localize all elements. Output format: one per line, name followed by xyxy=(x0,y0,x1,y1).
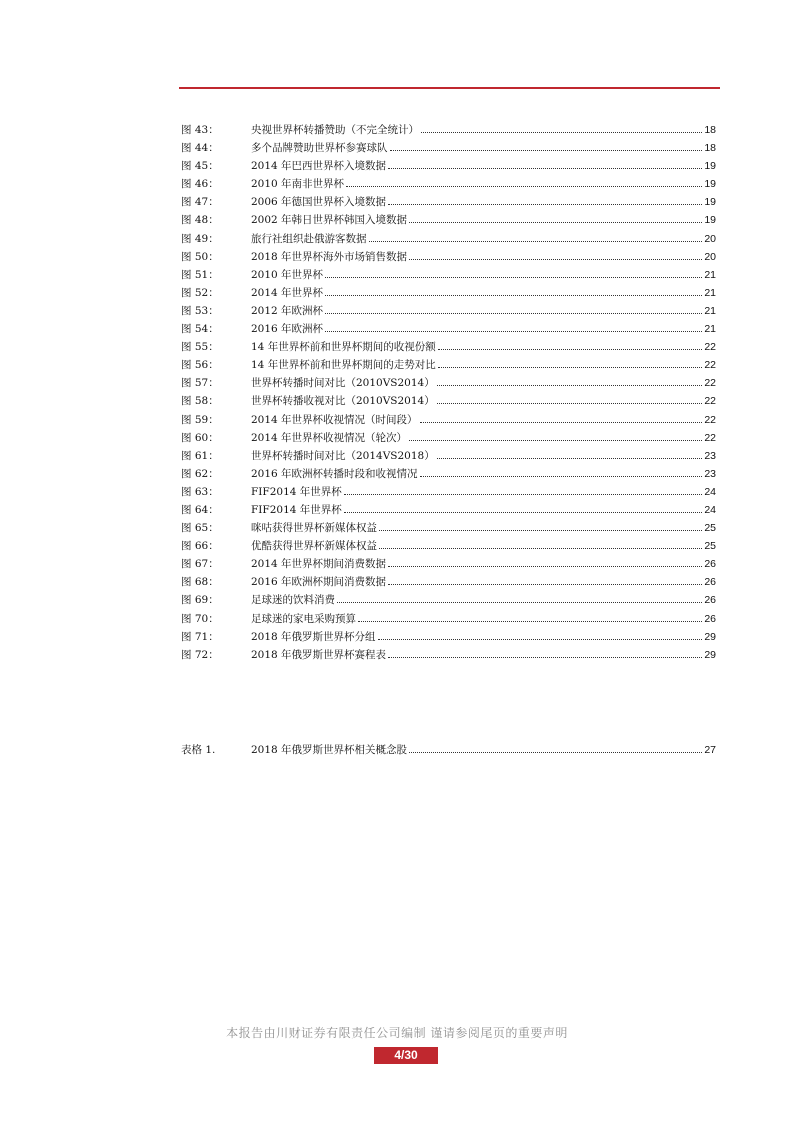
entry-title: 2018 年世界杯海外市场销售数据 xyxy=(251,250,408,263)
toc-figure-entry[interactable] xyxy=(181,248,716,266)
leader-dots xyxy=(325,331,702,332)
leader-dots xyxy=(369,241,703,242)
entry-title: 2018 年俄罗斯世界杯相关概念股 xyxy=(251,744,408,756)
entry-label: 图 50： xyxy=(181,250,219,263)
toc-figure-entry[interactable] xyxy=(181,139,716,157)
figure-list xyxy=(181,121,716,664)
toc-figure-entry[interactable] xyxy=(181,392,716,410)
toc-table-entry[interactable] xyxy=(181,741,716,759)
entry-page: 22 xyxy=(704,395,716,408)
entry-title: 足球迷的饮料消费 xyxy=(251,594,335,607)
entry-page: 19 xyxy=(704,178,716,191)
toc-figure-entry[interactable] xyxy=(181,591,716,609)
entry-title: 2014 年世界杯期间消费数据 xyxy=(251,558,387,571)
entry-page: 29 xyxy=(704,630,716,643)
entry-label: 图 54： xyxy=(181,323,219,336)
leader-dots xyxy=(358,621,702,622)
entry-label: 图 71： xyxy=(181,630,219,643)
entry-label: 图 68： xyxy=(181,576,219,589)
toc-figure-entry[interactable] xyxy=(181,284,716,302)
entry-label: 图 61： xyxy=(181,449,219,462)
entry-label: 图 64： xyxy=(181,503,219,516)
entry-title: 咪咕获得世界杯新媒体权益 xyxy=(251,522,377,535)
entry-page: 20 xyxy=(704,232,716,245)
entry-label: 图 56： xyxy=(181,359,219,372)
entry-page: 24 xyxy=(704,503,716,516)
entry-label: 图 48： xyxy=(181,214,219,227)
toc-figure-entry[interactable] xyxy=(181,555,716,573)
entry-title: FIF2014 年世界杯 xyxy=(251,503,342,516)
entry-title: 2006 年德国世界杯入境数据 xyxy=(251,196,387,209)
leader-dots xyxy=(344,494,703,495)
leader-dots xyxy=(388,584,702,585)
leader-dots xyxy=(378,639,703,640)
entry-title: 2018 年俄罗斯世界杯赛程表 xyxy=(251,648,387,661)
leader-dots xyxy=(388,657,702,658)
entry-page: 26 xyxy=(704,612,716,625)
entry-page: 21 xyxy=(704,268,716,281)
entry-title: 多个品牌赞助世界杯参赛球队 xyxy=(251,142,388,155)
toc-figure-entry[interactable] xyxy=(181,429,716,447)
toc-figure-entry[interactable] xyxy=(181,465,716,483)
entry-page: 22 xyxy=(704,413,716,426)
entry-page: 24 xyxy=(704,485,716,498)
toc-figure-entry[interactable] xyxy=(181,302,716,320)
leader-dots xyxy=(438,349,703,350)
toc-figure-entry[interactable] xyxy=(181,374,716,392)
entry-label: 图 52： xyxy=(181,286,219,299)
toc-figure-entry[interactable] xyxy=(181,411,716,429)
entry-label: 图 63： xyxy=(181,485,219,498)
entry-title: 2010 年南非世界杯 xyxy=(251,178,345,191)
leader-dots xyxy=(409,259,702,260)
entry-label: 图 46： xyxy=(181,178,219,191)
leader-dots xyxy=(344,512,703,513)
entry-title: 2014 年巴西世界杯入境数据 xyxy=(251,160,387,173)
entry-label: 图 67： xyxy=(181,558,219,571)
leader-dots xyxy=(438,367,703,368)
leader-dots xyxy=(325,295,702,296)
leader-dots xyxy=(388,204,702,205)
entry-title: 世界杯转播时间对比（2014VS2018） xyxy=(251,449,435,462)
leader-dots xyxy=(379,530,702,531)
entry-label: 图 60： xyxy=(181,431,219,444)
entry-title: 2016 年欧洲杯 xyxy=(251,323,324,336)
toc-figure-entry[interactable] xyxy=(181,356,716,374)
leader-dots xyxy=(337,602,702,603)
entry-label: 图 44： xyxy=(181,142,219,155)
leader-dots xyxy=(390,150,703,151)
entry-page: 19 xyxy=(704,160,716,173)
leader-dots xyxy=(325,313,702,314)
entry-label: 图 43： xyxy=(181,124,219,136)
entry-page: 20 xyxy=(704,250,716,263)
entry-label: 图 57： xyxy=(181,377,219,390)
entry-label: 图 45： xyxy=(181,160,219,173)
entry-page: 21 xyxy=(704,304,716,317)
entry-label: 图 66： xyxy=(181,540,219,553)
toc-figure-entry[interactable] xyxy=(181,501,716,519)
toc-figure-entry[interactable] xyxy=(181,646,716,664)
toc-figure-entry[interactable] xyxy=(181,230,716,248)
entry-title: 世界杯转播收视对比（2010VS2014） xyxy=(251,395,435,408)
entry-label: 图 58： xyxy=(181,395,219,408)
entry-label: 图 55： xyxy=(181,341,219,354)
toc-figure-entry[interactable] xyxy=(181,193,716,211)
leader-dots xyxy=(409,752,702,753)
toc-figure-entry[interactable] xyxy=(181,447,716,465)
entry-page: 26 xyxy=(704,558,716,571)
leader-dots xyxy=(420,422,703,423)
toc-figure-entry[interactable] xyxy=(181,483,716,501)
entry-title: 优酷获得世界杯新媒体权益 xyxy=(251,540,377,553)
entry-label: 图 51： xyxy=(181,268,219,281)
entry-title: 2014 年世界杯收视情况（时间段） xyxy=(251,413,418,426)
entry-label: 图 72： xyxy=(181,648,219,661)
entry-label: 表格 1. xyxy=(181,744,216,756)
toc-figure-entry[interactable] xyxy=(181,628,716,646)
leader-dots xyxy=(325,277,702,278)
entry-page: 25 xyxy=(704,522,716,535)
leader-dots xyxy=(388,566,702,567)
entry-page: 22 xyxy=(704,431,716,444)
toc-figure-entry[interactable] xyxy=(181,157,716,175)
toc-figure-entry[interactable] xyxy=(181,610,716,628)
toc-figure-entry[interactable] xyxy=(181,573,716,591)
entry-page: 25 xyxy=(704,540,716,553)
entry-title: 旅行社组织赴俄游客数据 xyxy=(251,232,367,245)
entry-page: 22 xyxy=(704,359,716,372)
entry-title: 央视世界杯转播赞助（不完全统计） xyxy=(251,124,419,136)
leader-dots xyxy=(437,403,703,404)
entry-page: 19 xyxy=(704,214,716,227)
entry-title: FIF2014 年世界杯 xyxy=(251,485,342,498)
entry-page: 27 xyxy=(704,744,716,756)
toc-figure-entry[interactable] xyxy=(181,121,716,139)
entry-page: 22 xyxy=(704,341,716,354)
entry-title: 2014 年世界杯收视情况（轮次） xyxy=(251,431,408,444)
entry-title: 足球迷的家电采购预算 xyxy=(251,612,356,625)
leader-dots xyxy=(409,440,702,441)
entry-label: 图 70： xyxy=(181,612,219,625)
leader-dots xyxy=(437,458,703,459)
entry-label: 图 53： xyxy=(181,304,219,317)
entry-page: 19 xyxy=(704,196,716,209)
entry-title: 14 年世界杯前和世界杯期间的收视份额 xyxy=(251,341,436,354)
page-number-badge: 4/30 xyxy=(374,1047,438,1064)
leader-dots xyxy=(388,168,702,169)
entry-title: 2012 年欧洲杯 xyxy=(251,304,324,317)
entry-title: 14 年世界杯前和世界杯期间的走势对比 xyxy=(251,359,436,372)
toc-figure-entry[interactable] xyxy=(181,211,716,229)
entry-page: 26 xyxy=(704,576,716,589)
entry-page: 22 xyxy=(704,377,716,390)
entry-page: 23 xyxy=(704,467,716,480)
leader-dots xyxy=(379,548,702,549)
entry-label: 图 65： xyxy=(181,522,219,535)
footer-disclaimer: 本报告由川财证券有限责任公司编制 谨请参阅尾页的重要声明 xyxy=(226,1026,568,1040)
toc-figure-entry[interactable] xyxy=(181,338,716,356)
entry-title: 2016 年欧洲杯转播时段和收视情况 xyxy=(251,467,418,480)
table-list xyxy=(181,741,716,759)
entry-page: 29 xyxy=(704,648,716,661)
entry-page: 18 xyxy=(704,124,716,136)
entry-label: 图 47： xyxy=(181,196,219,209)
entry-title: 2018 年俄罗斯世界杯分组 xyxy=(251,630,376,643)
entry-page: 21 xyxy=(704,286,716,299)
entry-title: 2010 年世界杯 xyxy=(251,268,324,281)
leader-dots xyxy=(409,222,702,223)
entry-title: 2016 年欧洲杯期间消费数据 xyxy=(251,576,387,589)
leader-dots xyxy=(420,476,703,477)
toc-figure-entry[interactable] xyxy=(181,266,716,284)
entry-label: 图 49： xyxy=(181,232,219,245)
entry-title: 2002 年韩日世界杯韩国入境数据 xyxy=(251,214,408,227)
entry-page: 18 xyxy=(704,142,716,155)
entry-title: 2014 年世界杯 xyxy=(251,286,324,299)
header-rule xyxy=(179,87,720,89)
entry-page: 23 xyxy=(704,449,716,462)
leader-dots xyxy=(346,186,702,187)
entry-label: 图 59： xyxy=(181,413,219,426)
toc-figure-entry[interactable] xyxy=(181,175,716,193)
toc-figure-entry[interactable] xyxy=(181,537,716,555)
toc-figure-entry[interactable] xyxy=(181,519,716,537)
toc-figure-entry[interactable] xyxy=(181,320,716,338)
entry-label: 图 62： xyxy=(181,467,219,480)
entry-title: 世界杯转播时间对比（2010VS2014） xyxy=(251,377,435,390)
leader-dots xyxy=(437,385,703,386)
leader-dots xyxy=(421,132,702,133)
entry-label: 图 69： xyxy=(181,594,219,607)
entry-page: 21 xyxy=(704,323,716,336)
entry-page: 26 xyxy=(704,594,716,607)
